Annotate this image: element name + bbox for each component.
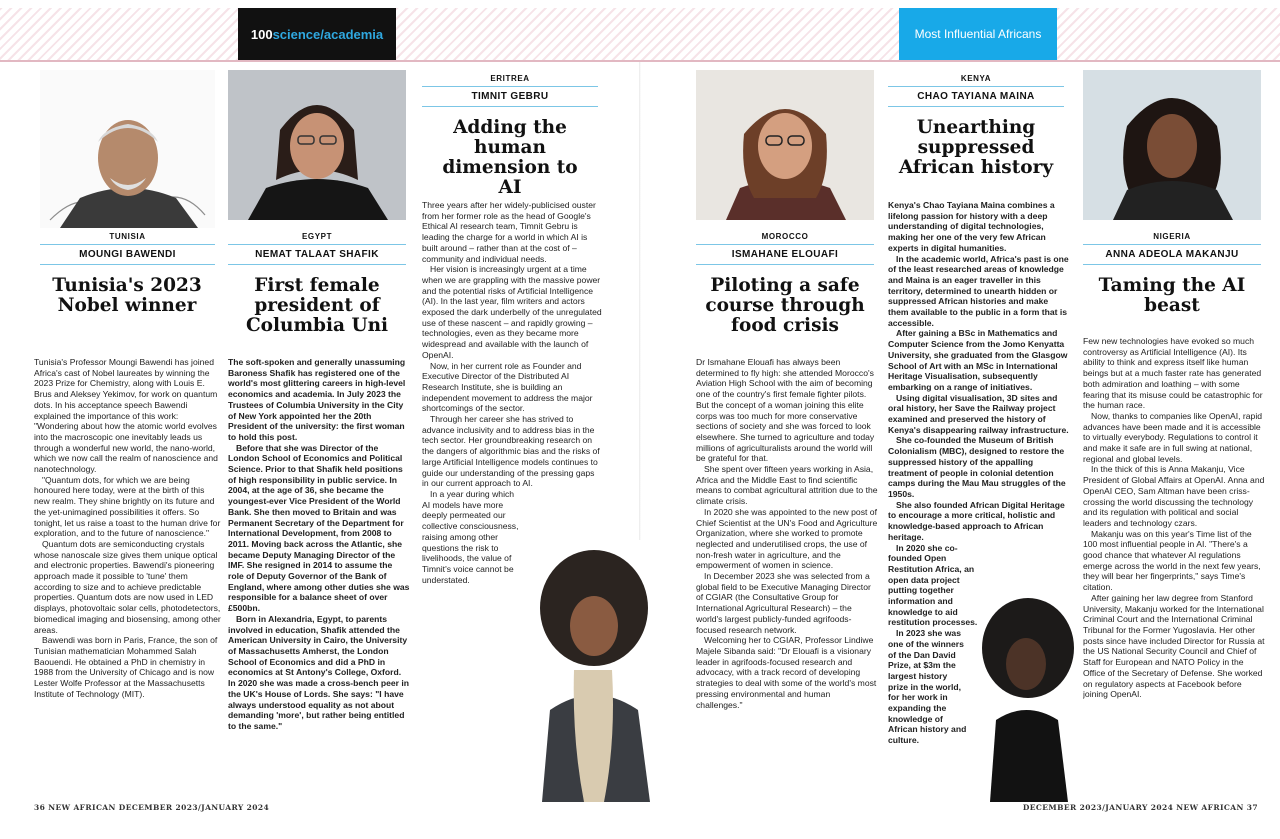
country-label-bawendi: TUNISIA — [109, 232, 146, 241]
photo-elouafi — [696, 70, 874, 220]
name-banner-shafik: NEMAT TALAAT SHAFIK — [228, 244, 406, 265]
paragraph — [888, 628, 968, 746]
body-maina — [888, 200, 1070, 796]
paragraph: In December 2023 she was selected from a global field to be Executive Managing Director of CGIAR (the Consultative Group for International Agricultural Research) – the world's largest publicly-funded agrifoods-focused research network. — [696, 571, 871, 635]
paragraph: Now, in her current role as Founder and Executive Director of the Distributed AI Research Institute, she is building an independent movement to address the major shortcomings of the sector. — [422, 360, 593, 414]
section-tab-accent: science/academia — [272, 26, 384, 42]
paragraph — [888, 254, 1070, 329]
paragraph — [888, 200, 1070, 254]
paragraph: Quantum dots are semiconducting crystals whose nanoscale size gives them unique optical and electronic properties. Bawendi's pioneering approach made it possible to 'tune' them according to size and to achieve predictable properties. Quantum dots are now used in LED displays, photovoltaic solar cells, photodetectors, biomedical imaging and biosensing, among other areas. — [34, 538, 221, 635]
paragraph: After gaining her law degree from Stanford University, Makanju worked for the International Criminal Court and the International Criminal Tribunal for the Former Yugoslavia. Her other posts since have included Director for Russia at the US National Security Council and Chief of Staff for European and NATO Policy in the Office of the Secretary of Defense. She worked on regulatory aspects at Facebook before joining OpenAI. — [1083, 592, 1265, 700]
country-label-makanju: NIGERIA — [1153, 232, 1191, 241]
headline-bawendi: Tunisia's 2023 Nobel winner — [52, 275, 202, 316]
paragraph: Makanju was on this year's Time list of the 100 most influential people in AI. "There's a good chance that whatever AI regulations emerge across the world in the next few years, they will bear her fingerprints," says Time's citation. — [1083, 528, 1261, 593]
headline-shafik: First female president of Columbia Uni — [245, 275, 389, 336]
paragraph: Now, thanks to companies like OpenAI, rapid advances have been made and it is accessible to virtually everybody. Regulations to control it and make it safe are in full swing at national, regional and global levels. — [1083, 410, 1263, 464]
paragraph — [228, 614, 410, 732]
paragraph: Dr Ismahane Elouafi has always been determined to fly high: she attended Morocco's Aviation High School with the aim of becoming one of the country's first female fighter pilots. But the concept of a woman joining this elite corps was too much for more conservative sections of society and she was forced to look elsewhere. She turned to agriculture and today millions of agriculturalists around the world will be grateful for that. — [696, 357, 875, 464]
headline-makanju: Taming the AI beast — [1098, 275, 1246, 316]
country-label-gebru: ERITREA — [490, 74, 530, 83]
paragraph: In 2020 she was appointed to the new post of Chief Scientist at the UN's Food and Agriculture Organization, where she worked to promote neglected and underutilised crops, the use of non-fresh water in agriculture, and the empowerment of women in science. — [696, 506, 878, 571]
paragraph — [888, 393, 1070, 436]
headline-maina: Unearthing suppressed African history — [898, 117, 1054, 178]
header-stripe-left — [0, 8, 238, 60]
paragraph: In the thick of this is Anna Makanju, Vice President of Global Affairs at OpenAI. Anna and OpenAI CEO, Sam Altman have been criss-crossing the world discussing the technology and its regulation with political and social leaders and technology czars. — [1083, 464, 1265, 528]
country-label-maina: KENYA — [960, 74, 992, 83]
lead-paragraph: She co-founded the Museum of British Colonialism (MBC), designed to restore the suppressed history of the appalling treatment of people in colonial detention camps during the Mau Mau struggles of the 1950s. — [888, 435, 1066, 499]
paragraph: Three years after her widely-publicised ouster from her former role as the head of Google's Ethical AI research team, Timnit Gebru is leading the charge for a world in which AI is built around – rather than at the cost of – community and individual needs. — [422, 200, 596, 264]
name-banner-bawendi: MOUNGI BAWENDI — [40, 244, 215, 265]
paragraph: Through her career she has strived to advance inclusivity and to address bias in the tech sector. Her groundbreaking research on the dangers of algorithmic bias and the risks of large Artificial Intelligence models continues to guide our understanding of the pressing gaps in our current approach to AI. — [422, 414, 600, 489]
paragraph: Welcoming her to CGIAR, Professor Lindiwe Majele Sibanda said: "Dr Elouafi is a visionary leader in agrifoods-focused research and advocacy, with a track record of developing strategies to deal with some of the world's most pressing environmental and human challenges." — [696, 635, 877, 710]
photo-bawendi — [40, 70, 215, 228]
body-makanju — [1083, 336, 1265, 796]
paragraph: Her vision is increasingly urgent at a time when we are grappling with the massive power and the potential risks of Artificial Intelligence (AI). In the last year, film writers and actors exposed the dark underbelly of the unregulated use of these nascent – and rapidly growing – technologies, even as they became more widespread and available with the launch of OpenAI. — [422, 264, 602, 360]
body-gebru — [422, 200, 602, 705]
lead-paragraph: She also founded African Digital Heritage to encourage a more critical, holistic and knowledge-based approach to African heritage. — [888, 499, 1065, 542]
paragraph — [228, 357, 410, 443]
lead-paragraph: In 2023 she was one of the winners of the Dan David Prize, at $3m the largest history prize in the world, for her work in expanding the knowledge of African history and culture. — [888, 628, 967, 746]
lead-paragraph: Born in Alexandria, Egypt, to parents involved in education, Shafik attended the American University in Cairo, the University of Massachusetts Amherst, the London School of Economics and did a PhD in economics at St Antony's College, Oxford. In 2020 she was made a cross-bench peer in the UK's House of Lords. She says: "I have always understood equality as not about demanding 'more', but rather being entitled to the same." — [228, 613, 410, 731]
paragraph: Bawendi was born in Paris, France, the son of Tunisian mathematician Mohammed Salah Baouendi. He obtained a PhD in chemistry in 1988 from the University of Chicago and is now Lester Wolfe Professor at the Massachusetts Institute of Technology (MIT). — [34, 635, 218, 699]
lead-paragraph: The soft-spoken and generally unassuming Baroness Shafik has registered one of the world's most glittering careers in high-level economics and academia. In July 2023 the Trustees of Columbia University in the City of New York appointed her the 20th President of the university: the first woman to hold this post. — [228, 357, 406, 442]
name-banner-gebru: TIMNIT GEBRU — [422, 86, 598, 107]
body-bawendi — [34, 357, 222, 797]
photo-makanju — [1083, 70, 1261, 220]
name-banner-elouafi: ISMAHANE ELOUAFI — [696, 244, 874, 265]
lead-paragraph: Using digital visualisation, 3D sites and oral history, her Save the Railway project examined and preserved the history of Kenya's disappearing railway infrastructure. — [888, 392, 1069, 435]
body-elouafi — [696, 357, 878, 797]
lead-paragraph: In 2020 she co-founded Open Restitution Africa, an open data project putting together information and knowledge to aid restitution processes. — [888, 542, 978, 628]
footer-right: DECEMBER 2023/JANUARY 2024 NEW AFRICAN 37 — [1022, 803, 1258, 812]
paragraph: Tunisia's Professor Moungi Bawendi has joined Africa's cast of Nobel laureates by winning the 2023 Prize for Chemistry, along with Louis E. Brus and Aleksey Yekimov, for work on quantum dots. In his acceptance speech Bawendi explained the importance of this work: "Wondering about how the atomic world evolves into the macroscopic one inevitably leads us through a wonderful new world, the nano-world, which we now call the realm of nanoscience and nanotechnology. — [34, 357, 218, 475]
headline-gebru: Adding the human dimension to AI — [442, 117, 578, 198]
paragraph: In a year during which AI models have more deeply permeated our collective consciousness, raising among other questions the risk to livelihoods, the value of Timnit's voice cannot be understated. — [422, 488, 519, 585]
lead-paragraph: In the academic world, Africa's past is one of the least researched areas of knowledge and Maina is an eager traveller in this territory, determined to unearth hidden or suppressed African histories and make them available to the public in a form that is accessible. — [888, 253, 1069, 328]
paragraph — [888, 543, 978, 629]
footer-left: 36 NEW AFRICAN DECEMBER 2023/JANUARY 2024 — [34, 803, 270, 812]
section-tab-prefix: 100 — [250, 26, 273, 42]
portrait-bawendi-image — [40, 70, 215, 228]
paragraph — [888, 500, 1070, 543]
paragraph — [888, 328, 1070, 392]
paragraph: She spent over fifteen years working in Asia, Africa and the Middle East to find scientific means to combat agricultural attrition due to the climate crisis. — [696, 464, 878, 507]
paragraph — [888, 435, 1070, 499]
section-tab — [238, 8, 396, 60]
lead-paragraph: After gaining a BSc in Mathematics and Computer Science from the Jomo Kenyatta University, she graduated from the Glasgow School of Art with an MSc in International Heritage Visualisation, subsequently embarking on a range of initiatives. — [888, 328, 1068, 392]
header-stripe-middle — [396, 8, 899, 60]
paragraph — [228, 443, 410, 614]
name-banner-makanju: ANNA ADEOLA MAKANJU — [1083, 244, 1261, 265]
portrait-shafik-image — [228, 70, 406, 220]
header-stripe-right — [1057, 8, 1280, 60]
lead-paragraph: Kenya's Chao Tayiana Maina combines a lifelong passion for history with a deep understanding of digital technologies, making her one of the very few African experts in digital humanities. — [888, 200, 1055, 253]
portrait-elouafi-image — [696, 70, 874, 220]
series-tab: Most Influential Africans — [899, 8, 1057, 60]
name-banner-maina: CHAO TAYIANA MAINA — [888, 86, 1064, 107]
lead-paragraph: Before that she was Director of the London School of Economics and Political Science. Prior to that Shafik held positions of high responsibility in public service. In 2004, at the age of 36, she became the youngest-ever Vice President of the World Bank. She then moved to Britain and was Permanent Secretary of the Department for International Development, from 2008 to 2011. Moving back across the Atlantic, she became Deputy Managing Director of the IMF. She resigned in 2014 to assume the role of Deputy Governor of the Bank of England, where among other duties she was responsible for a balance sheet of over £500bn. — [228, 442, 410, 614]
paragraph: "Quantum dots, for which we are being honoured here today, were at the birth of this new realm. They shine brightly on its future and the yet-unimagined possibilities it offers. So tonight, let us raise a toast to the human drive for exploration, and to the future of nanoscience." — [34, 474, 221, 539]
body-shafik — [228, 357, 410, 797]
paragraph: Few new technologies have evoked so much controversy as Artificial Intelligence (AI). Its ability to think and express itself like human beings but at a much faster rate has generated both admiration and loathing – with some fearing that its misuse could be catastrophic for the human race. — [1083, 336, 1263, 411]
country-label-elouafi: MOROCCO — [761, 232, 809, 241]
country-label-shafik: EGYPT — [301, 232, 333, 241]
headline-elouafi: Piloting a safe course through food crisis — [705, 275, 865, 336]
portrait-makanju-image — [1083, 70, 1261, 220]
photo-shafik — [228, 70, 406, 220]
